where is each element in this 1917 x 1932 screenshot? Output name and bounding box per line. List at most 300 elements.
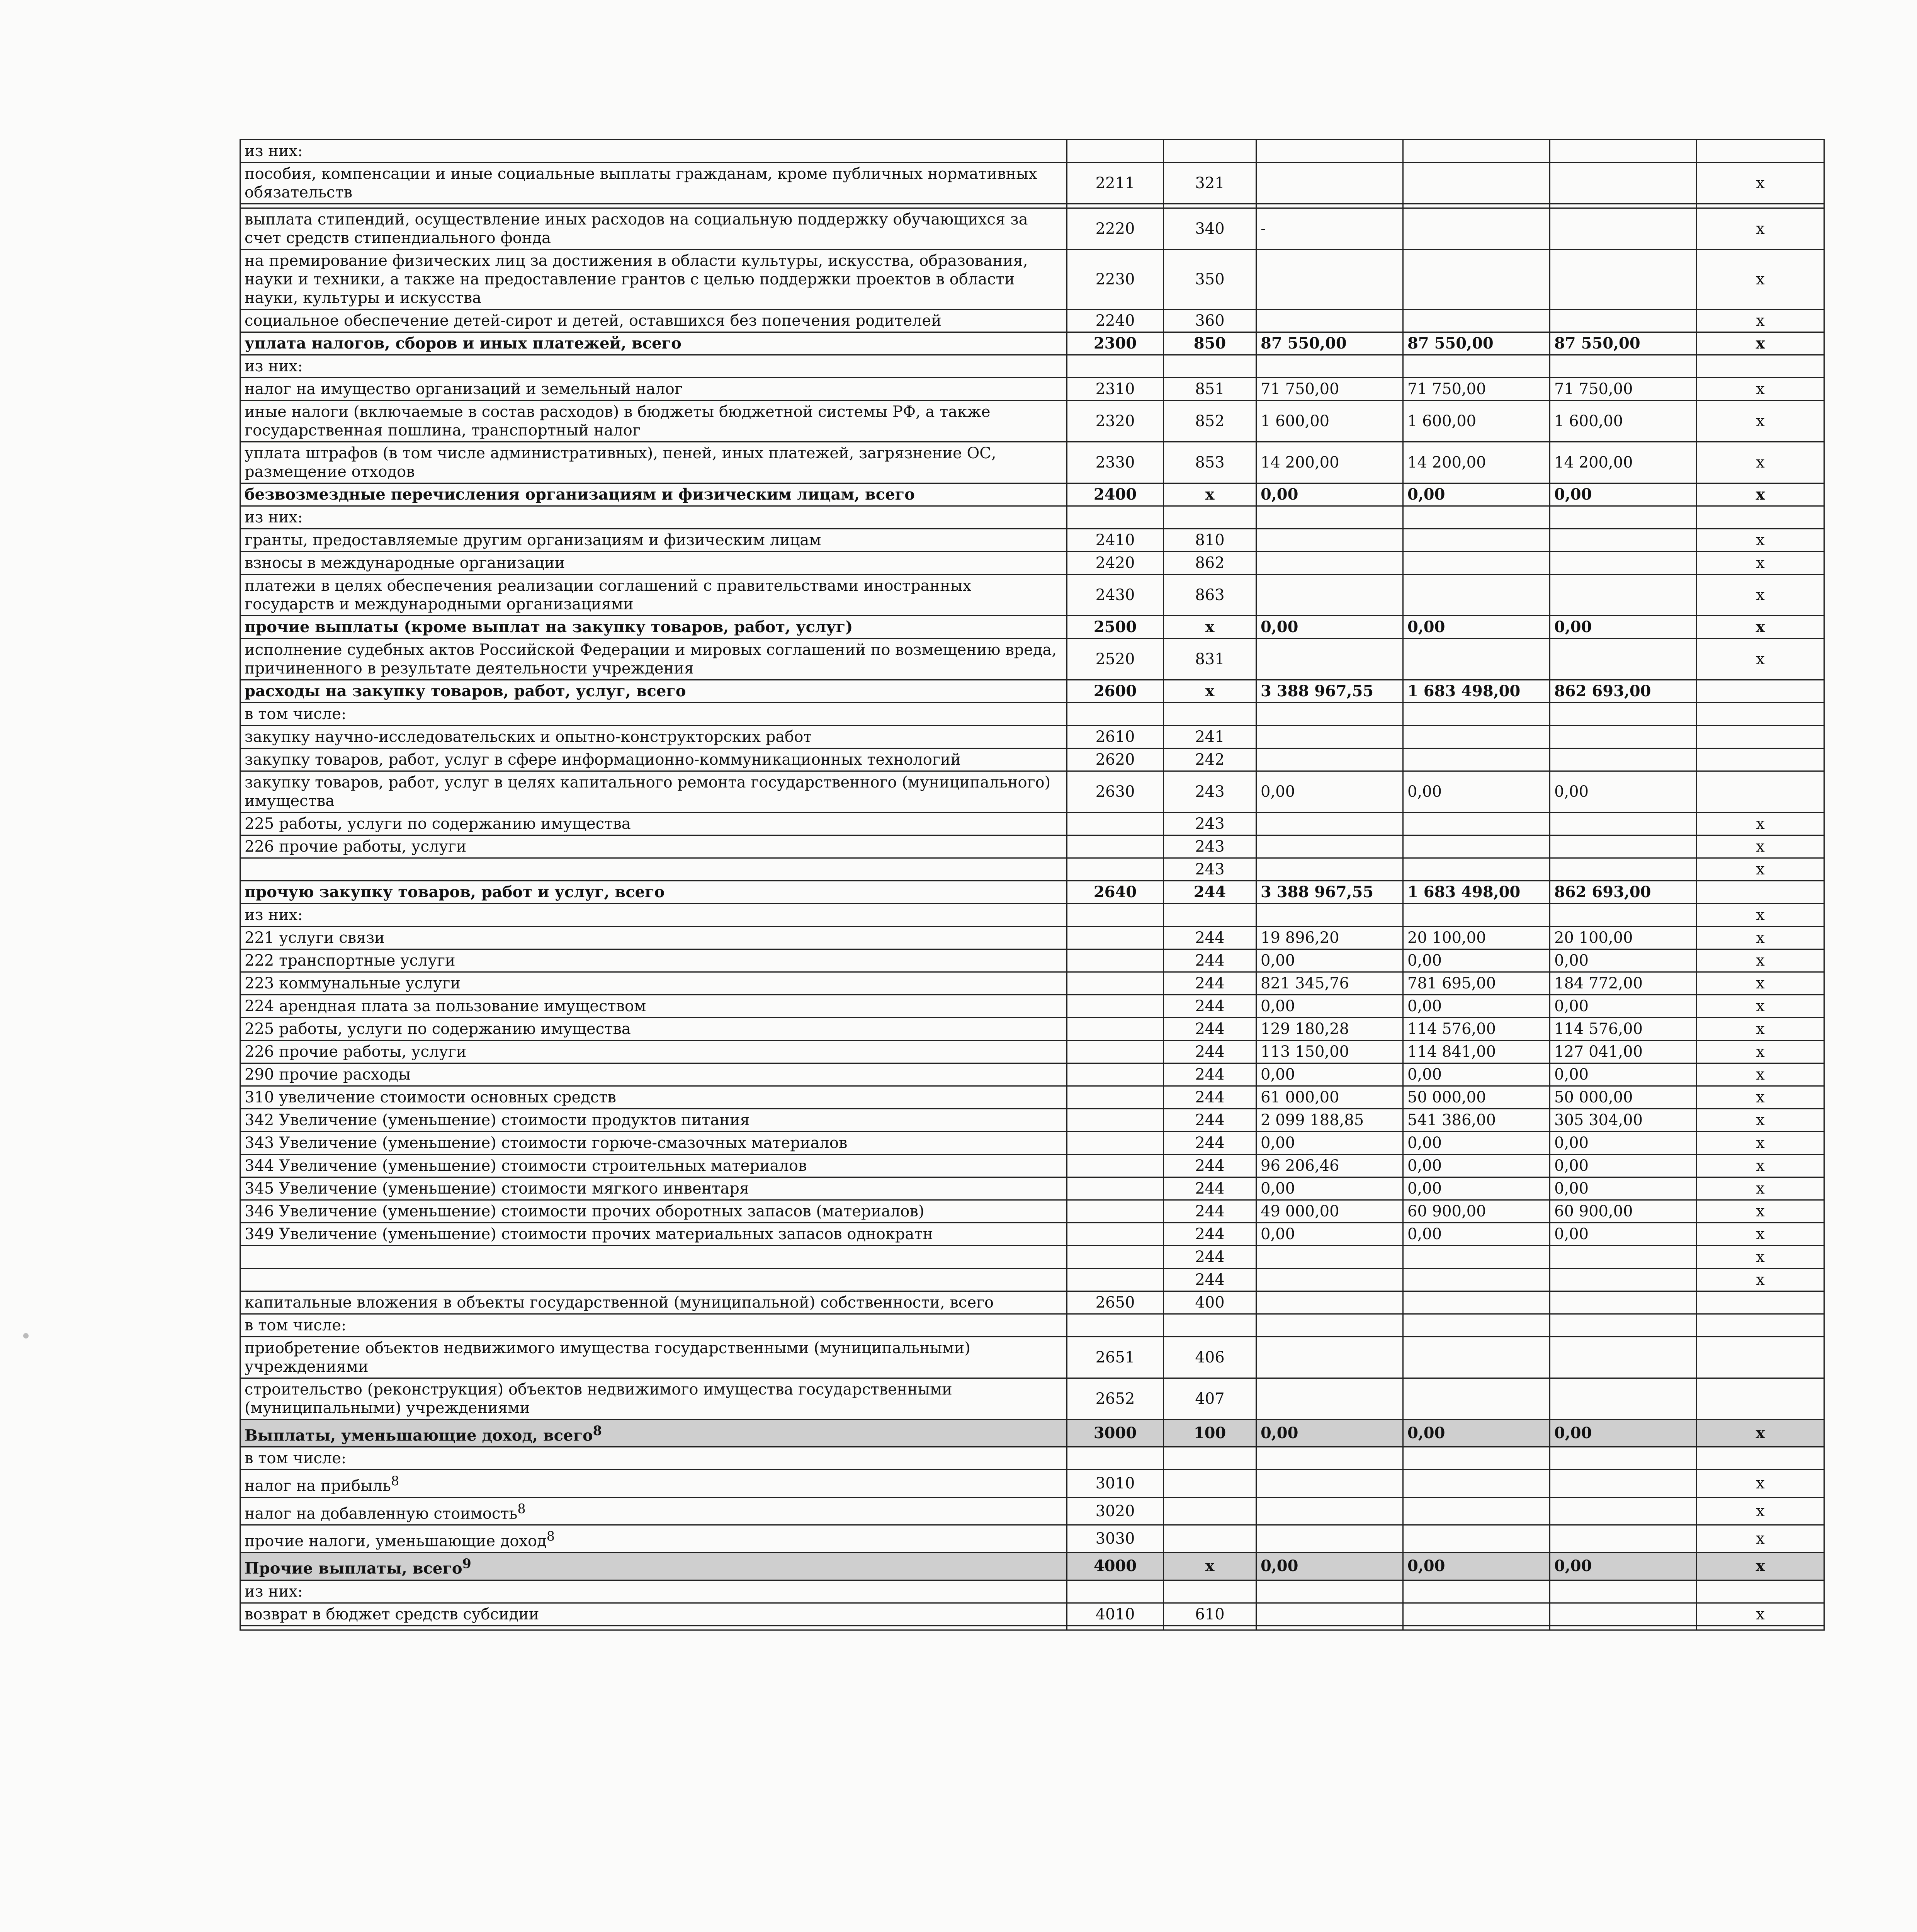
row-2021 — [1403, 1269, 1550, 1291]
row-kosgu: 852 — [1164, 401, 1256, 442]
row-2022: 71 750,00 — [1550, 378, 1697, 401]
table-row — [240, 1603, 1824, 1626]
row-beyond — [1697, 1314, 1824, 1337]
row-name-text: прочие выплаты (кроме выплат на закупку товаров, работ, услуг) — [245, 618, 853, 636]
row-code: 3010 — [1067, 1470, 1164, 1497]
row-kosgu: 350 — [1164, 250, 1256, 310]
row-2022 — [1550, 1626, 1697, 1630]
row-code — [1067, 949, 1164, 972]
row-2022 — [1550, 1314, 1697, 1337]
row-kosgu — [1164, 1497, 1256, 1525]
row-kosgu: 400 — [1164, 1291, 1256, 1314]
row-2022 — [1550, 813, 1697, 835]
row-2021: 0,00 — [1403, 1420, 1550, 1447]
row-name — [240, 140, 1067, 163]
row-beyond — [1697, 1580, 1824, 1603]
row-2020 — [1256, 1269, 1403, 1291]
row-kosgu: x — [1164, 483, 1256, 506]
row-name-text: Прочие выплаты, всего — [245, 1559, 462, 1578]
row-2020 — [1256, 163, 1403, 204]
row-2022: 87 550,00 — [1550, 332, 1697, 355]
row-code — [1067, 506, 1164, 529]
row-2021 — [1403, 1470, 1550, 1497]
row-2020 — [1256, 1603, 1403, 1626]
row-name-text: 222 транспортные услуги — [245, 952, 455, 969]
row-kosgu — [1164, 904, 1256, 927]
row-name-text: исполнение судебных актов Российской Федерации и мировых соглашений по возмещению вреда, причиненного в результате деятельности учреждения — [245, 641, 1057, 677]
row-2020 — [1256, 1626, 1403, 1630]
row-name — [240, 1291, 1067, 1314]
row-footnote: 8 — [391, 1473, 399, 1489]
row-2020 — [1256, 1497, 1403, 1525]
row-2021: 0,00 — [1403, 1223, 1550, 1246]
row-kosgu: 244 — [1164, 1246, 1256, 1269]
row-kosgu: 244 — [1164, 1177, 1256, 1200]
row-name — [240, 1420, 1067, 1447]
row-name — [240, 1497, 1067, 1525]
row-2021: 1 683 498,00 — [1403, 680, 1550, 703]
row-2022: 0,00 — [1550, 483, 1697, 506]
row-2020: 0,00 — [1256, 771, 1403, 813]
row-name-text: Выплаты, уменьшающие доход, всего — [245, 1426, 593, 1445]
row-2020 — [1256, 310, 1403, 332]
row-name-text: гранты, предоставляемые другим организациям и физическим лицам — [245, 531, 821, 549]
row-beyond: x — [1697, 442, 1824, 483]
row-2021 — [1403, 204, 1550, 208]
row-name-text: возврат в бюджет средств субсидии — [245, 1605, 539, 1623]
row-name-text: пособия, компенсации и иные социальные выплаты гражданам, кроме публичных нормативных обязательств — [245, 165, 1037, 201]
row-name-text: прочую закупку товаров, работ и услуг, всего — [245, 883, 665, 901]
row-kosgu: 321 — [1164, 163, 1256, 204]
row-kosgu: 853 — [1164, 442, 1256, 483]
row-2022 — [1550, 575, 1697, 616]
row-beyond: x — [1697, 1200, 1824, 1223]
row-kosgu: 241 — [1164, 726, 1256, 748]
table-row — [240, 208, 1824, 250]
row-2022 — [1550, 208, 1697, 250]
row-2021 — [1403, 1378, 1550, 1420]
row-2022 — [1550, 1269, 1697, 1291]
table-row — [240, 1041, 1824, 1063]
row-name — [240, 949, 1067, 972]
row-name — [240, 1155, 1067, 1177]
row-name — [240, 1337, 1067, 1378]
table-row — [240, 1447, 1824, 1470]
row-name-text: 310 увеличение стоимости основных средств — [245, 1088, 616, 1106]
row-2020 — [1256, 1525, 1403, 1552]
row-name — [240, 927, 1067, 949]
table-row — [240, 1420, 1824, 1447]
row-2022: 0,00 — [1550, 1420, 1697, 1447]
table-row — [240, 378, 1824, 401]
row-2021 — [1403, 1246, 1550, 1269]
row-2022: 0,00 — [1550, 1063, 1697, 1086]
row-2021: 0,00 — [1403, 995, 1550, 1018]
row-code: 3030 — [1067, 1525, 1164, 1552]
table-row — [240, 858, 1824, 881]
row-beyond — [1697, 140, 1824, 163]
row-name — [240, 748, 1067, 771]
row-beyond — [1697, 680, 1824, 703]
row-2022 — [1550, 1447, 1697, 1470]
row-2022: 0,00 — [1550, 771, 1697, 813]
row-2020 — [1256, 204, 1403, 208]
row-name — [240, 483, 1067, 506]
row-name-text: прочие налоги, уменьшающие доход — [245, 1532, 547, 1550]
row-code — [1067, 1063, 1164, 1086]
table-row — [240, 401, 1824, 442]
row-2021: 1 683 498,00 — [1403, 881, 1550, 904]
row-name — [240, 1269, 1067, 1291]
row-beyond: x — [1697, 1269, 1824, 1291]
row-name — [240, 771, 1067, 813]
row-code — [1067, 1109, 1164, 1132]
row-2020: - — [1256, 208, 1403, 250]
row-beyond: x — [1697, 1063, 1824, 1086]
row-2022 — [1550, 1580, 1697, 1603]
row-code — [1067, 1580, 1164, 1603]
row-beyond: x — [1697, 639, 1824, 680]
row-name — [240, 858, 1067, 881]
row-2022: 305 304,00 — [1550, 1109, 1697, 1132]
row-code: 2320 — [1067, 401, 1164, 442]
table-row — [240, 506, 1824, 529]
row-code — [1067, 355, 1164, 378]
row-2020: 1 600,00 — [1256, 401, 1403, 442]
row-name — [240, 1063, 1067, 1086]
row-2022: 862 693,00 — [1550, 881, 1697, 904]
row-2020: 113 150,00 — [1256, 1041, 1403, 1063]
table-row — [240, 483, 1824, 506]
row-code — [1067, 927, 1164, 949]
scan-speck — [23, 1333, 29, 1338]
row-kosgu — [1164, 355, 1256, 378]
row-code — [1067, 858, 1164, 881]
row-beyond: x — [1697, 1086, 1824, 1109]
row-name-text: иные налоги (включаемые в состав расходов) в бюджеты бюджетной системы РФ, а также государственная пошлина, транспортный налог — [245, 403, 991, 439]
row-beyond — [1697, 726, 1824, 748]
row-kosgu: 244 — [1164, 1018, 1256, 1041]
row-name-text: безвозмездные перечисления организациям и физическим лицам, всего — [245, 485, 915, 503]
row-2020 — [1256, 575, 1403, 616]
row-name — [240, 332, 1067, 355]
row-beyond — [1697, 1291, 1824, 1314]
row-footnote: 8 — [593, 1423, 602, 1438]
row-name-text: на премирование физических лиц за достижения в области культуры, искусства, образования, науки и техники, а также на предоставление грантов с целью поддержки проектов в области науки, культуры и искусства — [245, 252, 1028, 307]
row-beyond: x — [1697, 972, 1824, 995]
row-footnote: 8 — [517, 1501, 526, 1516]
row-2021: 0,00 — [1403, 1063, 1550, 1086]
row-code — [1067, 972, 1164, 995]
row-code: 2650 — [1067, 1291, 1164, 1314]
row-2021 — [1403, 552, 1550, 575]
row-name-text: 342 Увеличение (уменьшение) стоимости продуктов питания — [245, 1111, 750, 1129]
row-kosgu — [1164, 204, 1256, 208]
table-row — [240, 529, 1824, 552]
row-code: 3020 — [1067, 1497, 1164, 1525]
row-2021: 0,00 — [1403, 771, 1550, 813]
row-kosgu: 244 — [1164, 881, 1256, 904]
row-beyond — [1697, 748, 1824, 771]
row-code — [1067, 1132, 1164, 1155]
table-row — [240, 995, 1824, 1018]
row-2020: 3 388 967,55 — [1256, 881, 1403, 904]
row-name — [240, 208, 1067, 250]
row-name — [240, 1314, 1067, 1337]
row-2020 — [1256, 1246, 1403, 1269]
table-row — [240, 1553, 1824, 1580]
table-row — [240, 1177, 1824, 1200]
row-beyond: x — [1697, 1420, 1824, 1447]
row-2022 — [1550, 204, 1697, 208]
row-code: 2651 — [1067, 1337, 1164, 1378]
row-name-text: из них: — [245, 142, 303, 160]
row-2022 — [1550, 835, 1697, 858]
row-name — [240, 1525, 1067, 1552]
row-code — [1067, 1200, 1164, 1223]
row-beyond — [1697, 1337, 1824, 1378]
row-2021: 0,00 — [1403, 616, 1550, 639]
row-2021: 20 100,00 — [1403, 927, 1550, 949]
row-code — [1067, 140, 1164, 163]
row-2022: 114 576,00 — [1550, 1018, 1697, 1041]
row-2022 — [1550, 748, 1697, 771]
table-row — [240, 250, 1824, 310]
row-code — [1067, 1246, 1164, 1269]
row-2022 — [1550, 639, 1697, 680]
expenses-table-body — [240, 140, 1824, 1630]
row-beyond — [1697, 506, 1824, 529]
table-row — [240, 949, 1824, 972]
row-2022: 50 000,00 — [1550, 1086, 1697, 1109]
row-kosgu: 244 — [1164, 1269, 1256, 1291]
row-beyond: x — [1697, 1132, 1824, 1155]
row-kosgu: 244 — [1164, 995, 1256, 1018]
row-code: 2230 — [1067, 250, 1164, 310]
row-2022: 0,00 — [1550, 1553, 1697, 1580]
row-name — [240, 1580, 1067, 1603]
row-beyond: x — [1697, 813, 1824, 835]
row-kosgu: 244 — [1164, 1086, 1256, 1109]
table-row — [240, 140, 1824, 163]
table-row — [240, 163, 1824, 204]
row-beyond: x — [1697, 1155, 1824, 1177]
row-name-text: в том числе: — [245, 1316, 347, 1334]
row-2021 — [1403, 1447, 1550, 1470]
table-row — [240, 972, 1824, 995]
table-row — [240, 703, 1824, 726]
row-2021: 0,00 — [1403, 1155, 1550, 1177]
row-2021 — [1403, 748, 1550, 771]
row-code — [1067, 1626, 1164, 1630]
row-kosgu: 242 — [1164, 748, 1256, 771]
row-name — [240, 163, 1067, 204]
row-code: 2400 — [1067, 483, 1164, 506]
row-kosgu: 831 — [1164, 639, 1256, 680]
table-row — [240, 1223, 1824, 1246]
row-name-text: в том числе: — [245, 1449, 347, 1468]
table-row — [240, 552, 1824, 575]
row-2021 — [1403, 529, 1550, 552]
row-2022: 127 041,00 — [1550, 1041, 1697, 1063]
row-2022: 0,00 — [1550, 1132, 1697, 1155]
row-name-text: закупку научно-исследовательских и опытно-конструкторских работ — [245, 728, 812, 746]
row-name — [240, 680, 1067, 703]
row-2021: 0,00 — [1403, 1132, 1550, 1155]
row-2022: 60 900,00 — [1550, 1200, 1697, 1223]
row-beyond: x — [1697, 250, 1824, 310]
row-2022: 14 200,00 — [1550, 442, 1697, 483]
row-kosgu: 243 — [1164, 813, 1256, 835]
row-name — [240, 378, 1067, 401]
row-2021: 114 841,00 — [1403, 1041, 1550, 1063]
row-2020 — [1256, 140, 1403, 163]
row-beyond: x — [1697, 401, 1824, 442]
row-beyond: x — [1697, 904, 1824, 927]
row-beyond: x — [1697, 1497, 1824, 1525]
row-2021 — [1403, 575, 1550, 616]
row-2020: 3 388 967,55 — [1256, 680, 1403, 703]
row-kosgu: 243 — [1164, 835, 1256, 858]
row-name-text: налог на имущество организаций и земельный налог — [245, 380, 683, 398]
row-name — [240, 1200, 1067, 1223]
row-2022 — [1550, 140, 1697, 163]
table-row — [240, 1525, 1824, 1552]
table-row — [240, 355, 1824, 378]
row-beyond: x — [1697, 1553, 1824, 1580]
row-2020: 0,00 — [1256, 616, 1403, 639]
row-2021 — [1403, 858, 1550, 881]
row-code: 2630 — [1067, 771, 1164, 813]
row-2022 — [1550, 726, 1697, 748]
table-row — [240, 1580, 1824, 1603]
row-2021 — [1403, 1580, 1550, 1603]
table-row — [240, 1337, 1824, 1378]
row-code — [1067, 703, 1164, 726]
row-2020 — [1256, 1378, 1403, 1420]
row-name — [240, 1041, 1067, 1063]
row-code: 2420 — [1067, 552, 1164, 575]
row-beyond: x — [1697, 1109, 1824, 1132]
table-row — [240, 639, 1824, 680]
row-name-text: приобретение объектов недвижимого имущества государственными (муниципальными) учреждениями — [245, 1339, 970, 1376]
row-2020 — [1256, 1447, 1403, 1470]
row-beyond: x — [1697, 552, 1824, 575]
row-2021: 1 600,00 — [1403, 401, 1550, 442]
row-kosgu: x — [1164, 1553, 1256, 1580]
table-row — [240, 748, 1824, 771]
row-kosgu: 851 — [1164, 378, 1256, 401]
row-name-text: в том числе: — [245, 705, 347, 723]
row-code — [1067, 204, 1164, 208]
row-2020 — [1256, 1470, 1403, 1497]
table-row — [240, 1269, 1824, 1291]
row-2020: 0,00 — [1256, 949, 1403, 972]
row-2022 — [1550, 1525, 1697, 1552]
table-row — [240, 1109, 1824, 1132]
row-kosgu — [1164, 1626, 1256, 1630]
row-name — [240, 1246, 1067, 1269]
row-kosgu: 244 — [1164, 972, 1256, 995]
row-beyond: x — [1697, 575, 1824, 616]
row-beyond — [1697, 771, 1824, 813]
row-2022 — [1550, 1497, 1697, 1525]
row-code: 2620 — [1067, 748, 1164, 771]
row-beyond: x — [1697, 995, 1824, 1018]
row-code: 3000 — [1067, 1420, 1164, 1447]
row-code: 2240 — [1067, 310, 1164, 332]
row-2021 — [1403, 250, 1550, 310]
row-2022 — [1550, 506, 1697, 529]
row-kosgu: 244 — [1164, 1200, 1256, 1223]
row-beyond: x — [1697, 1041, 1824, 1063]
row-name — [240, 972, 1067, 995]
row-2022: 0,00 — [1550, 995, 1697, 1018]
row-name — [240, 575, 1067, 616]
row-2020 — [1256, 506, 1403, 529]
row-2020: 0,00 — [1256, 1177, 1403, 1200]
row-2021 — [1403, 639, 1550, 680]
row-name-text: налог на прибыль — [245, 1477, 391, 1495]
row-2022: 0,00 — [1550, 949, 1697, 972]
row-beyond — [1697, 703, 1824, 726]
row-2020: 49 000,00 — [1256, 1200, 1403, 1223]
table-row — [240, 881, 1824, 904]
row-2021 — [1403, 1525, 1550, 1552]
row-kosgu: 244 — [1164, 1155, 1256, 1177]
row-2022: 1 600,00 — [1550, 401, 1697, 442]
row-2021: 60 900,00 — [1403, 1200, 1550, 1223]
table-row — [240, 204, 1824, 208]
table-row — [240, 680, 1824, 703]
row-name-text: 345 Увеличение (уменьшение) стоимости мягкого инвентаря — [245, 1180, 749, 1197]
row-kosgu — [1164, 1314, 1256, 1337]
row-beyond: x — [1697, 949, 1824, 972]
table-row — [240, 310, 1824, 332]
row-beyond: x — [1697, 310, 1824, 332]
row-name — [240, 552, 1067, 575]
row-name-text: уплата штрафов (в том числе административных), пеней, иных платежей, загрязнение ОС, размещение отходов — [245, 444, 996, 481]
row-2020 — [1256, 703, 1403, 726]
row-2022 — [1550, 1246, 1697, 1269]
row-name — [240, 442, 1067, 483]
table-row — [240, 1314, 1824, 1337]
row-beyond: x — [1697, 927, 1824, 949]
row-name — [240, 401, 1067, 442]
row-name — [240, 1177, 1067, 1200]
row-kosgu: x — [1164, 680, 1256, 703]
row-beyond — [1697, 355, 1824, 378]
row-code — [1067, 1223, 1164, 1246]
row-kosgu — [1164, 140, 1256, 163]
row-name — [240, 703, 1067, 726]
row-code: 2600 — [1067, 680, 1164, 703]
row-name — [240, 1447, 1067, 1470]
row-name-text: уплата налогов, сборов и иных платежей, всего — [245, 334, 681, 352]
row-2022 — [1550, 1603, 1697, 1626]
row-2021 — [1403, 703, 1550, 726]
row-name — [240, 726, 1067, 748]
row-2020 — [1256, 529, 1403, 552]
row-2021: 541 386,00 — [1403, 1109, 1550, 1132]
row-2020: 821 345,76 — [1256, 972, 1403, 995]
row-2022 — [1550, 1470, 1697, 1497]
table-row — [240, 835, 1824, 858]
row-name — [240, 995, 1067, 1018]
row-name-text: закупку товаров, работ, услуг в целях капитального ремонта государственного (муниципального) имущества — [245, 774, 1051, 810]
row-2020 — [1256, 250, 1403, 310]
table-row — [240, 1291, 1824, 1314]
